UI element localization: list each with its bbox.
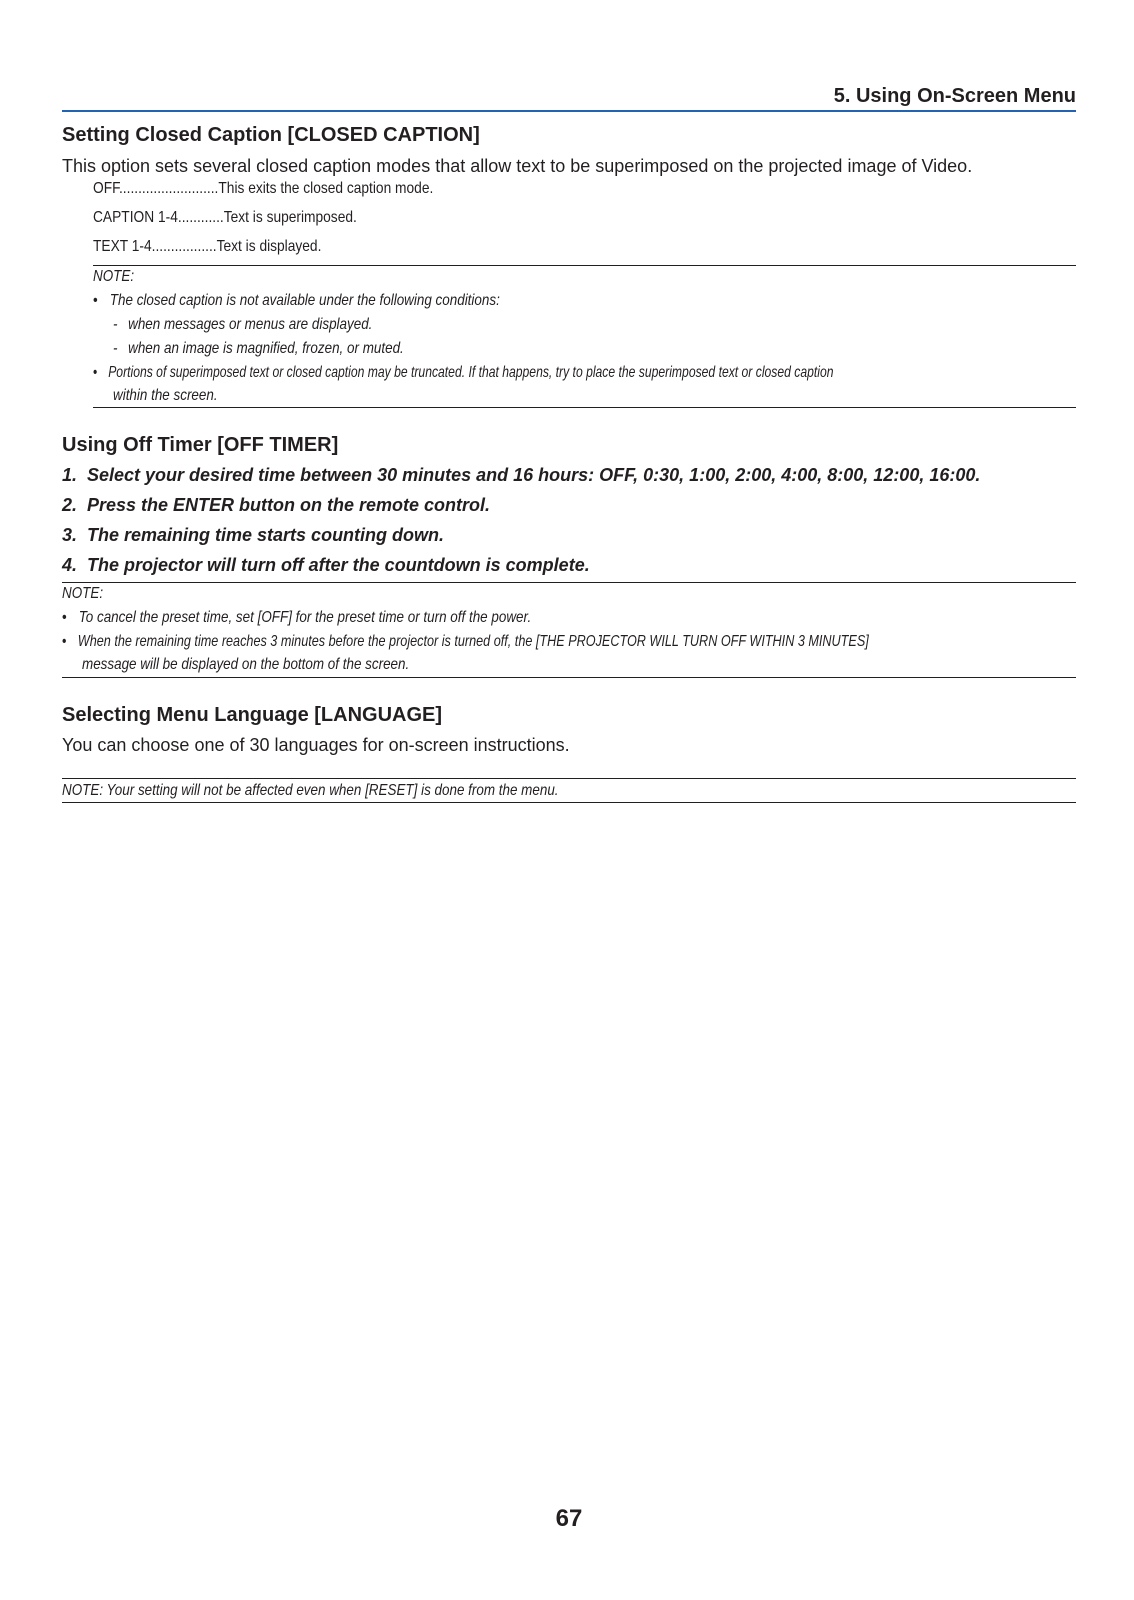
option-description: Text is superimposed. <box>223 209 357 226</box>
note-top-rule <box>62 778 1076 779</box>
step-1: 1. Select your desired time between 30 minutes and 16 hours: OFF, 0:30, 1:00, 2:00, 4:00, 8:00, 12:00, 16:00. <box>62 465 981 485</box>
step-2: 2. Press the ENTER button on the remote control. <box>62 495 491 515</box>
note-item: • When the remaining time reaches 3 minutes before the projector is turned off, the [THE PROJECTOR WILL TURN OFF WITHIN 3 MINUTES] <box>62 633 869 650</box>
step-3: 3. The remaining time starts counting down. <box>62 525 445 545</box>
option-leader: .......................... <box>118 180 219 197</box>
note-subitem: - when an image is magnified, frozen, or muted. <box>113 340 404 357</box>
note-item-continuation: within the screen. <box>113 387 218 404</box>
note-top-rule <box>93 265 1076 266</box>
note-bottom-rule <box>62 677 1076 678</box>
option-term: TEXT 1-4 <box>93 238 152 255</box>
note-item-continuation: message will be displayed on the bottom of the screen. <box>82 656 410 673</box>
note-bottom-rule <box>93 407 1076 408</box>
bullet-icon: • <box>93 364 98 381</box>
dash-icon: - <box>113 316 118 333</box>
language-note: NOTE: Your setting will not be affected even when [RESET] is done from the menu. <box>62 782 559 799</box>
note-label: NOTE: <box>62 585 104 602</box>
note-top-rule <box>62 582 1076 583</box>
option-row-text <box>93 237 321 257</box>
option-row-caption <box>93 208 357 228</box>
chapter-running-head: 5. Using On-Screen Menu <box>833 85 1076 107</box>
header-rule <box>62 110 1076 112</box>
option-description: This exits the closed caption mode. <box>218 180 434 197</box>
option-row-off <box>93 179 433 199</box>
option-term: CAPTION 1-4 <box>93 209 178 226</box>
option-leader: ................. <box>151 238 217 255</box>
note-subitem: - when messages or menus are displayed. <box>113 316 373 333</box>
note-item: • Portions of superimposed text or closed caption may be truncated. If that happens, try to place the superimposed text or closed caption <box>93 364 834 381</box>
option-leader: ............ <box>177 209 224 226</box>
page-number: 67 <box>555 1505 583 1532</box>
dash-icon: - <box>113 340 118 357</box>
bullet-icon: • <box>62 609 67 626</box>
off-timer-heading: Using Off Timer [OFF TIMER] <box>62 434 339 456</box>
step-4: 4. The projector will turn off after the countdown is complete. <box>62 555 590 575</box>
note-item: • The closed caption is not available under the following conditions: <box>93 292 500 309</box>
note-item: • To cancel the preset time, set [OFF] for the preset time or turn off the power. <box>62 609 532 626</box>
note-bottom-rule <box>62 802 1076 803</box>
bullet-icon: • <box>93 292 98 309</box>
language-body: You can choose one of 30 languages for on-screen instructions. <box>62 735 570 755</box>
option-term: OFF <box>93 180 119 197</box>
bullet-icon: • <box>62 633 67 650</box>
closed-caption-intro: This option sets several closed caption modes that allow text to be superimposed on the projected image of Video. <box>62 156 973 176</box>
note-label: NOTE: <box>93 268 135 285</box>
option-description: Text is displayed. <box>216 238 322 255</box>
closed-caption-heading: Setting Closed Caption [CLOSED CAPTION] <box>62 124 480 146</box>
language-heading: Selecting Menu Language [LANGUAGE] <box>62 704 443 726</box>
